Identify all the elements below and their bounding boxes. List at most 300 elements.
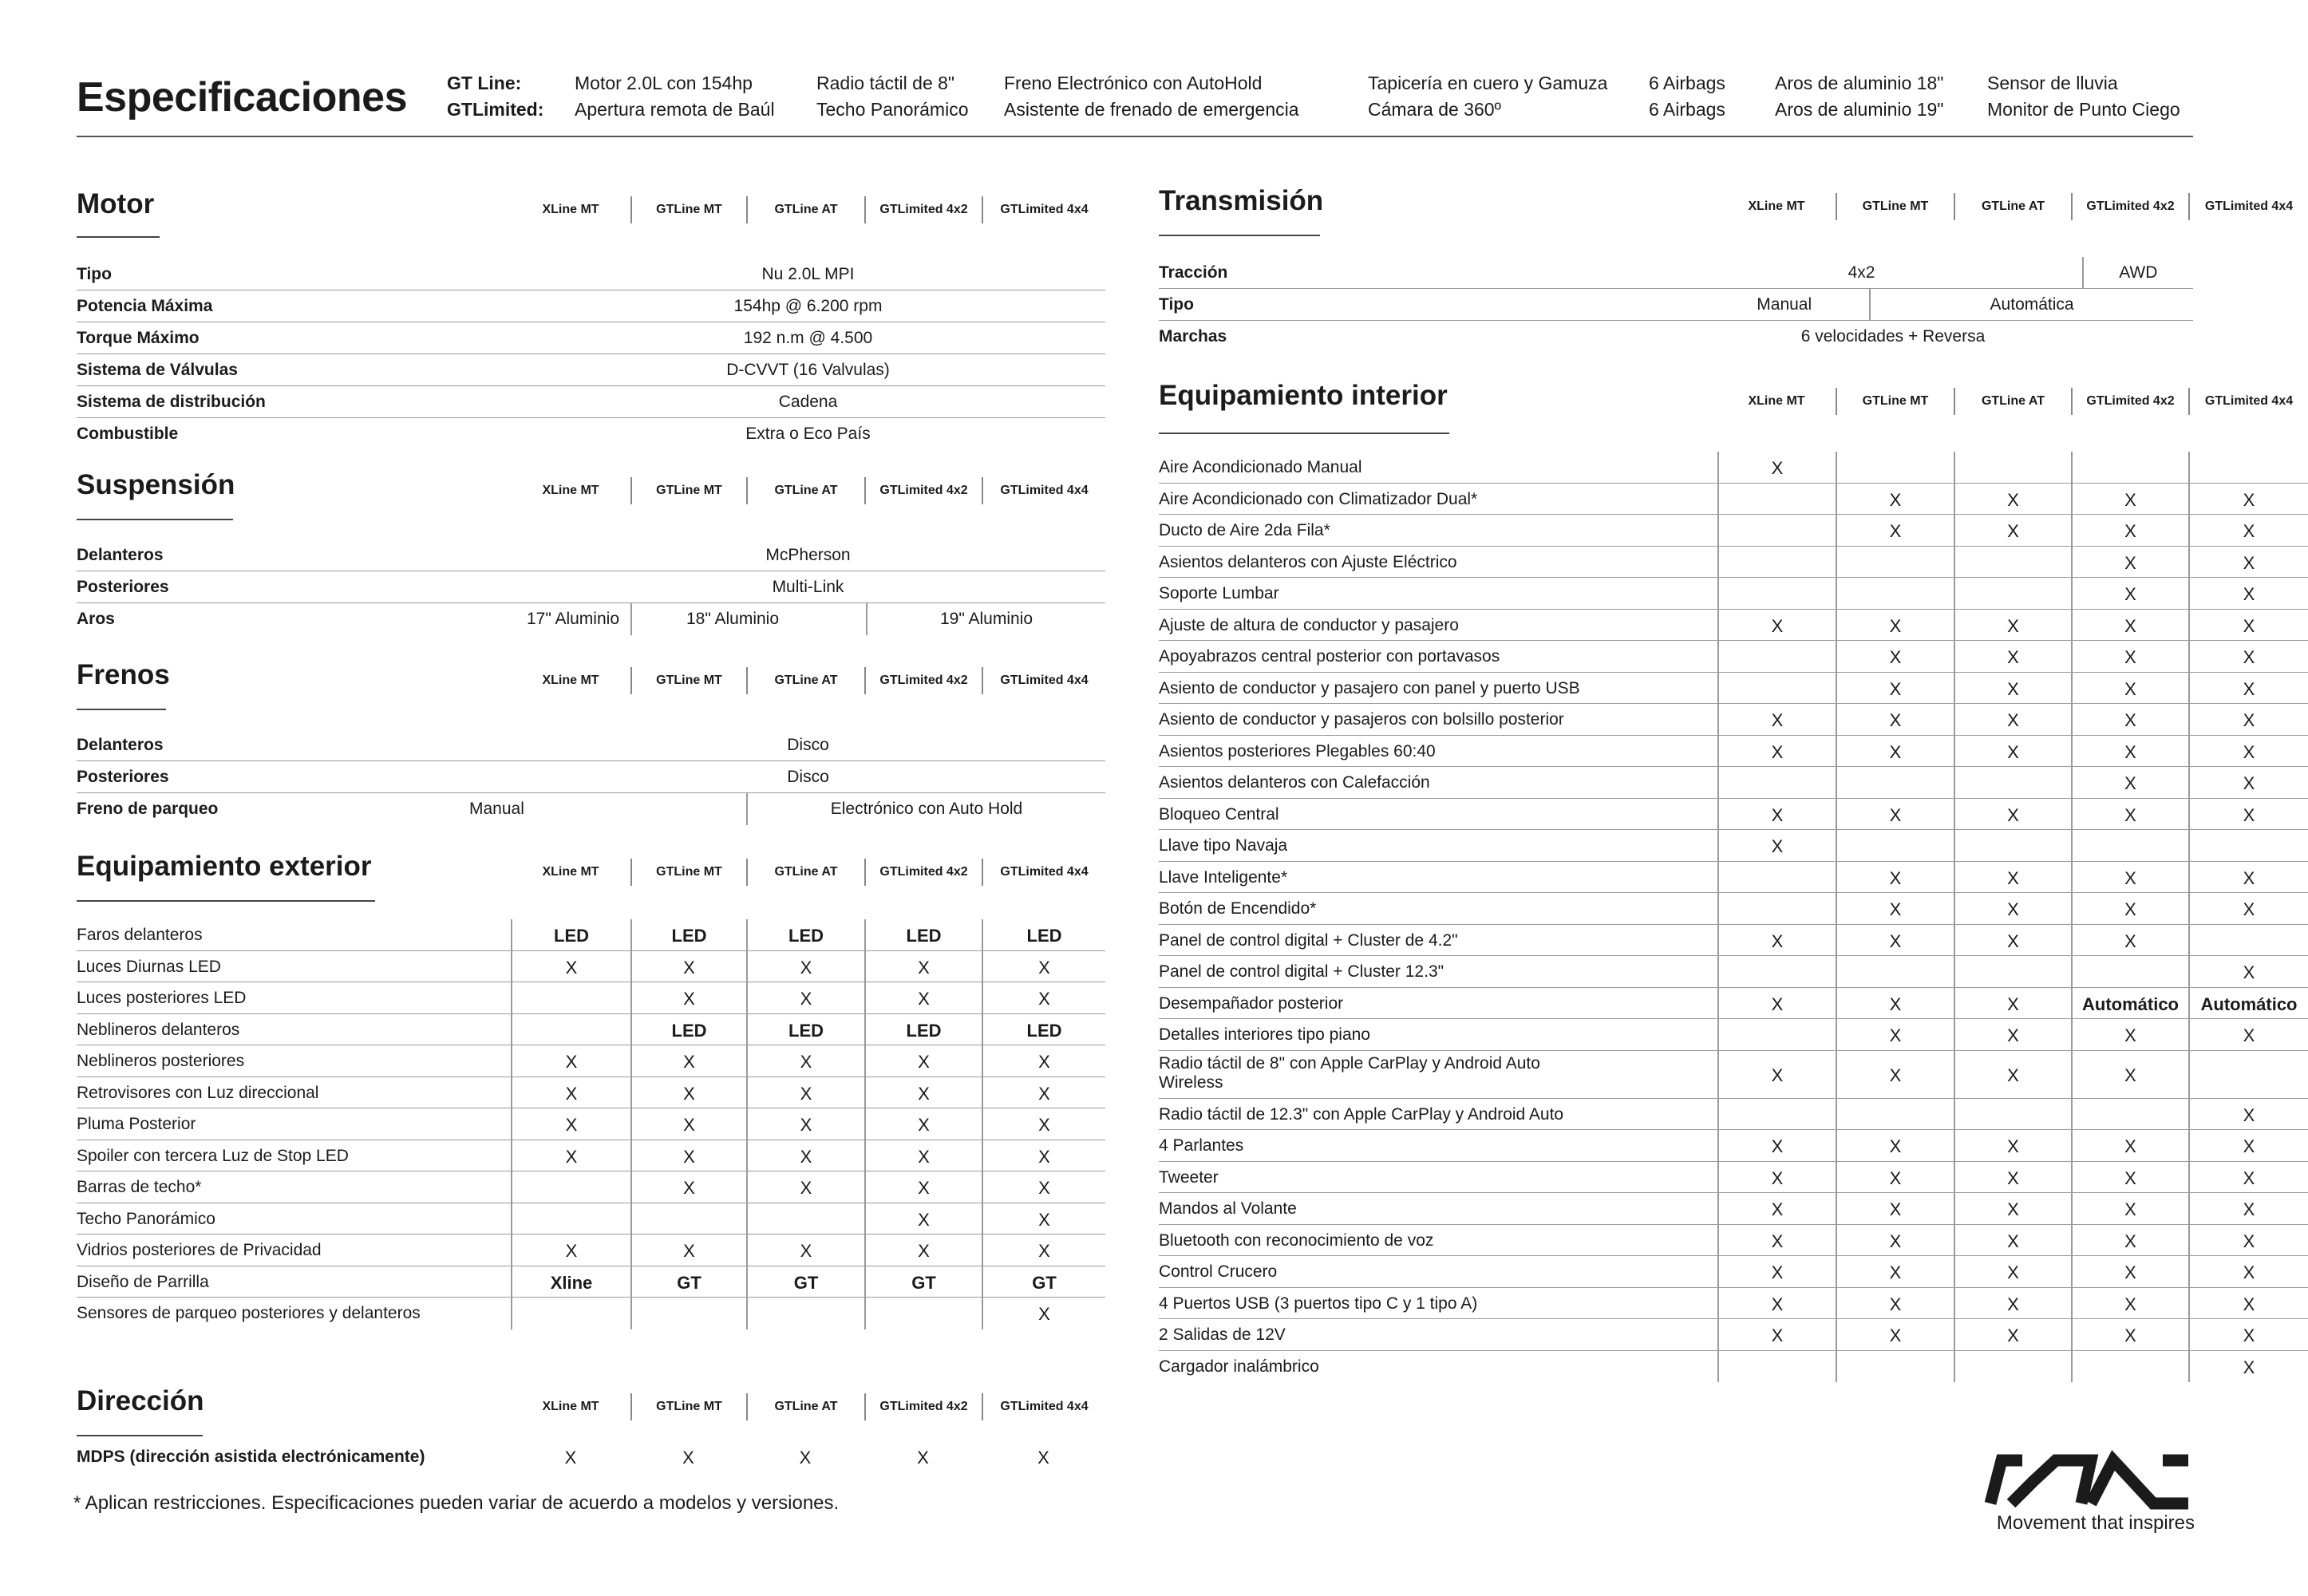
version-header: GTLine AT: [746, 1393, 864, 1420]
row-cell: X: [511, 951, 630, 982]
table-row: [77, 982, 1105, 1014]
motor-section: [77, 188, 1105, 444]
row-cell: X: [1836, 673, 1954, 704]
header-item: 6 Airbags: [1649, 73, 1725, 93]
header-label-gtline: GT Line:: [447, 73, 522, 93]
version-header: GTLine AT: [1954, 388, 2071, 415]
row-cell: X: [630, 1140, 746, 1171]
row-cell: X: [1836, 988, 1954, 1019]
row-value: Extra o Eco País: [745, 425, 871, 443]
row-cell: X: [1836, 799, 1954, 830]
row-cell: X: [2071, 799, 2188, 830]
table-row: [77, 1298, 1105, 1329]
table-row: [77, 1235, 1105, 1266]
row-cell: X: [1836, 736, 1954, 767]
row-cell: X: [1037, 1448, 1049, 1468]
direccion-section: [77, 1385, 1105, 1473]
row-cell: X: [864, 982, 982, 1013]
table-row: [77, 1438, 1105, 1473]
row-cell: X: [864, 1108, 982, 1140]
version-header: GTLine MT: [630, 859, 746, 886]
row-cell: [511, 1171, 630, 1203]
header-label-gtlimited: GTLimited:: [447, 99, 544, 120]
row-cell: [1717, 1099, 1836, 1130]
row-value: Manual: [469, 800, 524, 818]
table-row: [77, 1171, 1105, 1203]
row-cell: X: [1836, 862, 1954, 893]
row-cell: X: [2188, 799, 2308, 830]
row-cell: GT: [630, 1266, 746, 1298]
version-header: GTLine AT: [746, 477, 864, 504]
row-cell: X: [2188, 1225, 2308, 1256]
row-label: Bloqueo Central: [1159, 804, 1279, 824]
table-row: [77, 418, 1105, 450]
version-header: GTLine AT: [746, 667, 864, 694]
row-label: Control Crucero: [1159, 1262, 1278, 1281]
row-cell: X: [864, 1077, 982, 1108]
row-label: Asientos delanteros con Ajuste Eléctrico: [1159, 552, 1457, 571]
row-label: Mandos al Volante: [1159, 1199, 1297, 1218]
row-cell: [746, 1298, 864, 1329]
table-row: [1159, 1162, 2308, 1194]
row-label: Radio táctil de 12.3" con Apple CarPlay y Android Auto: [1159, 1104, 1564, 1124]
row-cell: X: [864, 1140, 982, 1171]
row-label: Delanteros: [77, 546, 164, 564]
row-cell: X: [2071, 1288, 2188, 1319]
row-cell: X: [864, 1235, 982, 1266]
section-title: Frenos: [77, 659, 170, 690]
header-col: [575, 70, 775, 123]
row-label: Radio táctil de 8" con Apple CarPlay y Android Auto Wireless: [1159, 1053, 1540, 1092]
row-label: Diseño de Parrilla: [77, 1272, 209, 1291]
row-cell: X: [2071, 673, 2188, 704]
row-cell: X: [2188, 515, 2308, 546]
version-headers: [511, 859, 1105, 886]
row-cell: X: [2071, 862, 2188, 893]
row-cell: X: [1836, 1256, 1954, 1287]
row-cell: [1717, 547, 1836, 578]
row-value: Nu 2.0L MPI: [761, 265, 855, 283]
row-value: AWD: [2082, 257, 2193, 288]
row-cell: X: [864, 1045, 982, 1077]
row-label: Detalles interiores tipo piano: [1159, 1025, 1370, 1044]
row-cell: X: [982, 1108, 1105, 1140]
row-cell: X: [2188, 1319, 2308, 1350]
row-cell: [746, 1203, 864, 1235]
row-label: Llave Inteligente*: [1159, 867, 1288, 887]
header-labels: [447, 70, 543, 123]
row-cell: X: [746, 1171, 864, 1203]
table-row: [1159, 515, 2308, 547]
row-value: Manual: [1757, 295, 1812, 314]
row-label: 4 Parlantes: [1159, 1136, 1244, 1155]
row-label: Ajuste de altura de conductor y pasajero: [1159, 615, 1459, 634]
row-label: 2 Salidas de 12V: [1159, 1325, 1286, 1344]
interior-section: [1159, 380, 2298, 1385]
version-header: GTLimited 4x4: [982, 477, 1105, 504]
row-cell: X: [2071, 547, 2188, 578]
row-cell: X: [746, 982, 864, 1013]
row-cell: X: [982, 1171, 1105, 1203]
row-cell: X: [2071, 704, 2188, 735]
row-cell: X: [2188, 736, 2308, 767]
row-cell: X: [511, 1077, 630, 1108]
header-item: Asistente de frenado de emergencia: [1004, 99, 1299, 120]
row-label: Potencia Máxima: [77, 297, 213, 315]
table-row: [77, 1203, 1105, 1235]
row-cell: LED: [982, 1014, 1105, 1045]
row-cell: [1717, 484, 1836, 515]
row-cell: Automático: [2188, 988, 2308, 1019]
table-row: [1159, 547, 2308, 579]
header-item: Aros de aluminio 18": [1775, 73, 1944, 93]
row-cell: X: [746, 1235, 864, 1266]
row-label: Aros: [77, 610, 115, 628]
row-cell: X: [1954, 1319, 2071, 1350]
row-cell: [2188, 1051, 2308, 1098]
row-cell: X: [1954, 736, 2071, 767]
version-header: GTLimited 4x2: [864, 477, 982, 504]
section-title: Equipamiento interior: [1159, 380, 1448, 411]
section-underline: [77, 709, 166, 710]
row-cell: LED: [864, 1014, 982, 1045]
table-row: [77, 539, 1105, 571]
row-cell: [1717, 767, 1836, 798]
version-headers: [511, 1393, 1105, 1420]
row-cell: [1954, 452, 2071, 483]
row-value: McPherson: [765, 546, 851, 564]
row-cell: X: [1954, 1019, 2071, 1050]
table-row: [1159, 988, 2308, 1020]
table-row: [1159, 1256, 2308, 1288]
row-cell: [1717, 956, 1836, 987]
row-label: Panel de control digital + Cluster 12.3": [1159, 962, 1444, 981]
row-cell: X: [1717, 610, 1836, 641]
row-cell: X: [511, 1108, 630, 1140]
row-cell: X: [2071, 515, 2188, 546]
row-value: Disco: [787, 736, 829, 754]
row-cell: X: [1954, 1051, 2071, 1098]
version-header: XLine MT: [542, 865, 599, 879]
header-item: Tapicería en cuero y Gamuza: [1368, 73, 1608, 93]
row-cell: [1717, 893, 1836, 924]
row-cell: [511, 1014, 630, 1045]
section-title: Motor: [77, 188, 155, 219]
row-cell: X: [2071, 925, 2188, 956]
row-cell: X: [746, 1045, 864, 1077]
row-cell: [2188, 925, 2308, 956]
row-label: Ducto de Aire 2da Fila*: [1159, 521, 1330, 539]
row-cell: X: [746, 1077, 864, 1108]
row-cell: X: [2071, 1319, 2188, 1350]
page-title: Especificaciones: [77, 74, 407, 120]
version-header: XLine MT: [542, 484, 599, 497]
version-header: GTLimited 4x2: [864, 859, 982, 886]
row-cell: X: [630, 1235, 746, 1266]
row-cell: [1954, 547, 2071, 578]
row-value: Automática: [1869, 289, 2193, 320]
version-header: GTLine MT: [630, 196, 746, 223]
version-header: GTLine AT: [746, 859, 864, 886]
row-cell: X: [864, 951, 982, 982]
table-row: [77, 951, 1105, 983]
row-label: Tweeter: [1159, 1167, 1219, 1187]
row-cell: LED: [630, 919, 746, 950]
row-value: D-CVVT (16 Valvulas): [726, 361, 890, 379]
row-cell: X: [2188, 641, 2308, 672]
row-value: 18" Aluminio: [630, 603, 866, 635]
row-cell: [1836, 578, 1954, 609]
row-cell: [1717, 641, 1836, 672]
row-cell: X: [1836, 1288, 1954, 1319]
table-row: [1159, 289, 2193, 321]
row-cell: GT: [746, 1266, 864, 1298]
header-item: Aros de aluminio 19": [1775, 99, 1944, 120]
row-cell: LED: [511, 919, 630, 950]
version-header: GTLimited 4x4: [982, 667, 1105, 694]
table-row: [77, 354, 1105, 386]
row-cell: X: [2071, 767, 2188, 798]
frenos-section: [77, 659, 1105, 827]
row-cell: [1954, 830, 2071, 861]
row-cell: X: [1717, 736, 1836, 767]
row-cell: X: [1836, 641, 1954, 672]
row-cell: [1836, 956, 1954, 987]
row-cell: [1717, 862, 1836, 893]
row-cell: X: [982, 1298, 1105, 1329]
row-cell: X: [1836, 925, 1954, 956]
version-header: GTLine AT: [746, 196, 864, 223]
row-cell: X: [1717, 1051, 1836, 1098]
header-item: Motor 2.0L con 154hp: [575, 73, 753, 93]
row-cell: X: [1954, 1130, 2071, 1161]
row-label: Luces Diurnas LED: [77, 957, 221, 976]
header-divider: [77, 136, 2193, 137]
row-cell: X: [2188, 1099, 2308, 1130]
row-cell: X: [2188, 956, 2308, 987]
footnote: * Aplican restricciones. Especificaciones pueden variar de acuerdo a modelos y versiones.: [73, 1492, 840, 1514]
version-header: GTLimited 4x2: [2071, 388, 2188, 415]
row-label: Aire Acondicionado Manual: [1159, 458, 1362, 476]
section-underline: [77, 1435, 203, 1436]
row-label: Neblineros delanteros: [77, 1020, 240, 1039]
row-cell: GT: [982, 1266, 1105, 1298]
header-col: [1987, 70, 2180, 123]
row-cell: [511, 982, 630, 1013]
row-cell: X: [982, 982, 1105, 1013]
table-row: [77, 1108, 1105, 1140]
version-header: GTLimited 4x4: [982, 859, 1105, 886]
table-row: [1159, 257, 2193, 289]
row-label: Neblineros posteriores: [77, 1052, 245, 1070]
version-header: GTLine MT: [630, 667, 746, 694]
row-label: Faros delanteros: [77, 926, 203, 944]
table-row: [77, 1045, 1105, 1077]
version-header: XLine MT: [542, 1400, 599, 1413]
row-cell: X: [1717, 452, 1836, 483]
row-cell: X: [2188, 578, 2308, 609]
section-title: Transmisión: [1159, 185, 1324, 216]
row-cell: [1717, 673, 1836, 704]
table-row: [1159, 830, 2308, 862]
row-cell: X: [1717, 925, 1836, 956]
row-cell: X: [982, 1235, 1105, 1266]
row-cell: X: [1954, 925, 2071, 956]
row-label: Delanteros: [77, 736, 164, 754]
version-header: XLine MT: [1748, 394, 1805, 408]
row-cell: [2071, 956, 2188, 987]
version-header: XLine MT: [542, 674, 599, 687]
table-row: [1159, 1288, 2308, 1320]
header-item: 6 Airbags: [1649, 99, 1725, 120]
row-value: 19" Aluminio: [866, 603, 1105, 635]
version-header: XLine MT: [542, 203, 599, 216]
row-cell: X: [864, 1171, 982, 1203]
row-cell: X: [2071, 1019, 2188, 1050]
row-cell: X: [1717, 1319, 1836, 1350]
row-cell: [511, 1203, 630, 1235]
row-label: Techo Panorámico: [77, 1209, 215, 1228]
row-cell: X: [1836, 610, 1954, 641]
row-label: Asiento de conductor y pasajeros con bolsillo posterior: [1159, 710, 1564, 729]
row-cell: X: [1717, 1256, 1836, 1287]
table-row: [1159, 704, 2308, 736]
row-cell: X: [2188, 767, 2308, 798]
row-label: Posteriores: [77, 768, 169, 786]
row-cell: X: [1717, 1162, 1836, 1193]
row-label: Luces posteriores LED: [77, 989, 247, 1007]
row-label: Panel de control digital + Cluster de 4.2": [1159, 930, 1458, 950]
row-cell: X: [2071, 641, 2188, 672]
row-label: Tipo: [1159, 295, 1194, 314]
row-cell: X: [1717, 799, 1836, 830]
version-header: GTLimited 4x2: [2071, 193, 2188, 220]
table-row: [1159, 321, 2193, 353]
row-cell: [1836, 1351, 1954, 1383]
row-cell: [1717, 1351, 1836, 1383]
row-value: Disco: [787, 768, 829, 786]
header-item: Sensor de lluvia: [1987, 73, 2118, 93]
row-cell: X: [746, 1140, 864, 1171]
row-cell: X: [1954, 988, 2071, 1019]
row-cell: X: [2071, 484, 2188, 515]
row-label: Asientos posteriores Plegables 60:40: [1159, 741, 1436, 760]
row-cell: X: [982, 1203, 1105, 1235]
row-label: Apoyabrazos central posterior con portavasos: [1159, 647, 1500, 666]
row-cell: X: [1717, 988, 1836, 1019]
row-cell: [2071, 1351, 2188, 1383]
row-cell: X: [2188, 1193, 2308, 1224]
version-header: GTLimited 4x4: [2188, 193, 2308, 220]
row-cell: X: [2071, 578, 2188, 609]
row-cell: X: [1954, 610, 2071, 641]
row-label: Posteriores: [77, 578, 169, 596]
row-cell: X: [2188, 1162, 2308, 1193]
table-row: [1159, 1193, 2308, 1225]
table-row: [1159, 862, 2308, 894]
row-cell: X: [630, 1108, 746, 1140]
row-cell: X: [2071, 893, 2188, 924]
row-label: Marchas: [1159, 327, 1227, 346]
row-cell: X: [2071, 1130, 2188, 1161]
row-cell: X: [982, 1140, 1105, 1171]
table-row: [77, 761, 1105, 793]
row-value: Multi-Link: [772, 578, 844, 596]
row-label: Desempañador posterior: [1159, 994, 1344, 1013]
version-header: GTLimited 4x2: [864, 196, 982, 223]
version-header: GTLimited 4x2: [864, 1393, 982, 1420]
row-cell: X: [2188, 673, 2308, 704]
row-label: Asiento de conductor y pasajero con panel y puerto USB: [1159, 678, 1580, 697]
table-row: [77, 290, 1105, 322]
row-cell: X: [1836, 1130, 1954, 1161]
row-value: 6 velocidades + Reversa: [1800, 327, 1986, 346]
row-cell: LED: [746, 1014, 864, 1045]
section-underline: [77, 900, 375, 902]
row-cell: [1954, 578, 2071, 609]
table-row: [77, 1014, 1105, 1046]
row-cell: X: [864, 1203, 982, 1235]
row-cell: [1954, 1351, 2071, 1383]
header-item: Techo Panorámico: [816, 99, 969, 120]
row-cell: X: [1836, 1019, 1954, 1050]
table-row: [1159, 1225, 2308, 1257]
table-row: [77, 1140, 1105, 1172]
row-label: Asientos delanteros con Calefacción: [1159, 773, 1430, 792]
row-cell: X: [511, 1140, 630, 1171]
row-cell: [2188, 830, 2308, 861]
table-row: [1159, 1351, 2308, 1383]
row-cell: X: [2071, 1256, 2188, 1287]
table-row: [77, 793, 1105, 825]
row-cell: LED: [982, 919, 1105, 950]
row-cell: X: [1954, 1288, 2071, 1319]
row-cell: [511, 1298, 630, 1329]
row-cell: GT: [864, 1266, 982, 1298]
table-row: [77, 386, 1105, 418]
row-label: MDPS (dirección asistida electrónicamente): [77, 1448, 425, 1466]
version-header: GTLimited 4x4: [982, 196, 1105, 223]
row-cell: X: [1836, 1193, 1954, 1224]
row-label: Sistema de distribución: [77, 393, 266, 411]
table-row: [1159, 736, 2308, 768]
row-label: Barras de techo*: [77, 1178, 202, 1196]
row-cell: X: [2188, 610, 2308, 641]
row-cell: X: [2071, 1162, 2188, 1193]
table-row: [1159, 925, 2308, 957]
version-headers: [511, 667, 1105, 694]
row-cell: X: [2071, 736, 2188, 767]
table-row: [77, 1077, 1105, 1109]
header-col: [816, 70, 969, 123]
row-cell: [1954, 1099, 2071, 1130]
row-cell: X: [1836, 515, 1954, 546]
row-cell: X: [2188, 704, 2308, 735]
version-headers: [1717, 193, 2308, 220]
row-cell: LED: [864, 919, 982, 950]
row-label: Sensores de parqueo posteriores y delanteros: [77, 1304, 421, 1322]
table-row: [1159, 610, 2308, 642]
table-row: [1159, 956, 2308, 988]
row-cell: [1954, 956, 2071, 987]
row-value: Cadena: [778, 393, 838, 411]
version-header: GTLine MT: [1836, 193, 1954, 220]
header-item: Monitor de Punto Ciego: [1987, 99, 2180, 120]
row-label: Botón de Encendido*: [1159, 899, 1317, 918]
table-row: [1159, 1319, 2308, 1351]
table-row: [1159, 893, 2308, 925]
header-col: [1368, 70, 1607, 123]
